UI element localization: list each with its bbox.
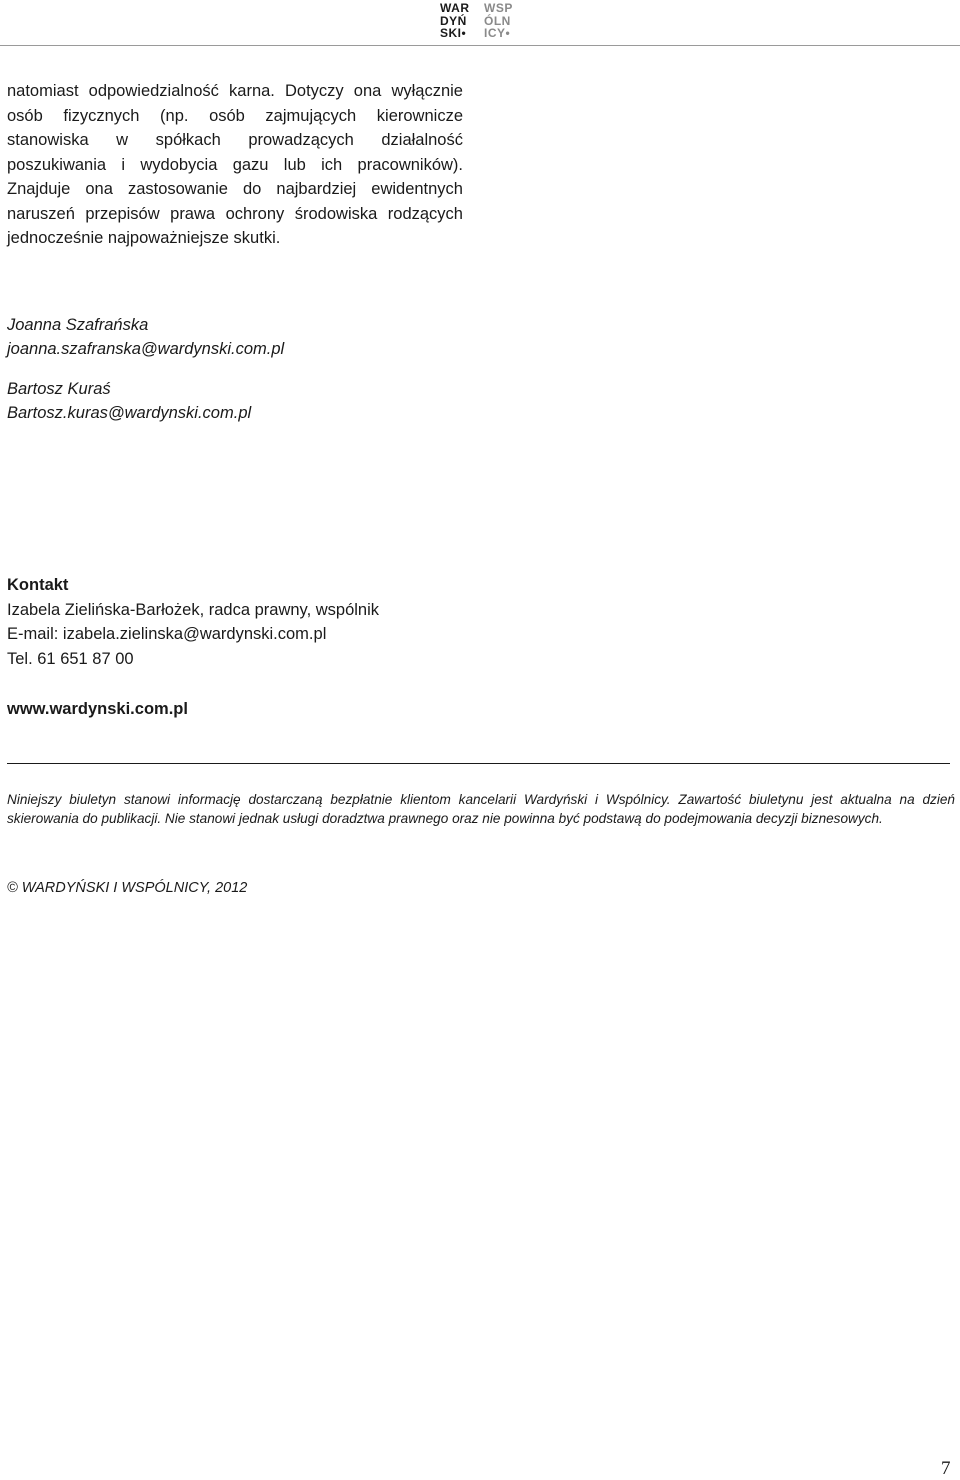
author-block — [7, 313, 284, 361]
logo-text: DYŃ — [440, 13, 467, 28]
logo-right-column — [484, 2, 513, 40]
logo-left-column — [440, 2, 470, 40]
website-link[interactable]: www.wardynski.com.pl — [7, 700, 188, 718]
contact-person: Izabela Zielińska-Barłożek, radca prawny, wspólnik — [7, 600, 380, 619]
copyright-notice: © WARDYŃSKI I WSPÓLNICY, 2012 — [7, 880, 248, 896]
logo-text: ÓLN — [484, 13, 511, 28]
author-email-link[interactable]: joanna.szafranska@wardynski.com.pl — [7, 340, 285, 358]
disclaimer-text: Niniejszy biuletyn stanowi informację dostarczaną bezpłatnie klientom kancelarii Wardyński i Wspólnicy. Zawartość biuletynu jest aktualna na dzień skierowania do publikacji. Nie stanowi jednak usługi doradztwa prawnego oraz nie powinna być podstawą do podejmowania decyzji biznesowych. — [7, 792, 955, 826]
author-name: Bartosz Kuraś — [7, 380, 111, 398]
page-number: 7 — [941, 1458, 951, 1479]
contact-heading: Kontakt — [7, 576, 69, 594]
body-paragraph: natomiast odpowiedzialność karna. Dotyczy ona wyłącznie osób fizycznych (np. osób zajmujących kierownicze stanowiska w spółkach prowadzących działalność poszukiwania i wydobycia gazu lub ich pracowników). Znajduje ona zastosowanie do najbardziej ewidentnych naruszeń przepisów prawa ochrony środowiska rodzących jednocześnie najpoważniejsze skutki. — [7, 82, 463, 247]
logo-text: WAR — [440, 1, 470, 15]
author-block — [7, 377, 251, 425]
logo-text: WSP — [484, 1, 513, 15]
logo-text: SKI• — [440, 26, 467, 40]
logo-text: ICY• — [484, 26, 511, 40]
contact-phone: Tel. 61 651 87 00 — [7, 649, 134, 668]
firm-logo — [440, 2, 522, 40]
author-name: Joanna Szafrańska — [7, 316, 149, 334]
contact-email-link[interactable]: E-mail: izabela.zielinska@wardynski.com.pl — [7, 625, 327, 643]
contact-block — [7, 573, 379, 671]
header-divider — [0, 45, 960, 46]
author-email-link[interactable]: Bartosz.kuras@wardynski.com.pl — [7, 404, 252, 422]
website-block — [7, 697, 188, 722]
footer-divider — [7, 763, 950, 764]
